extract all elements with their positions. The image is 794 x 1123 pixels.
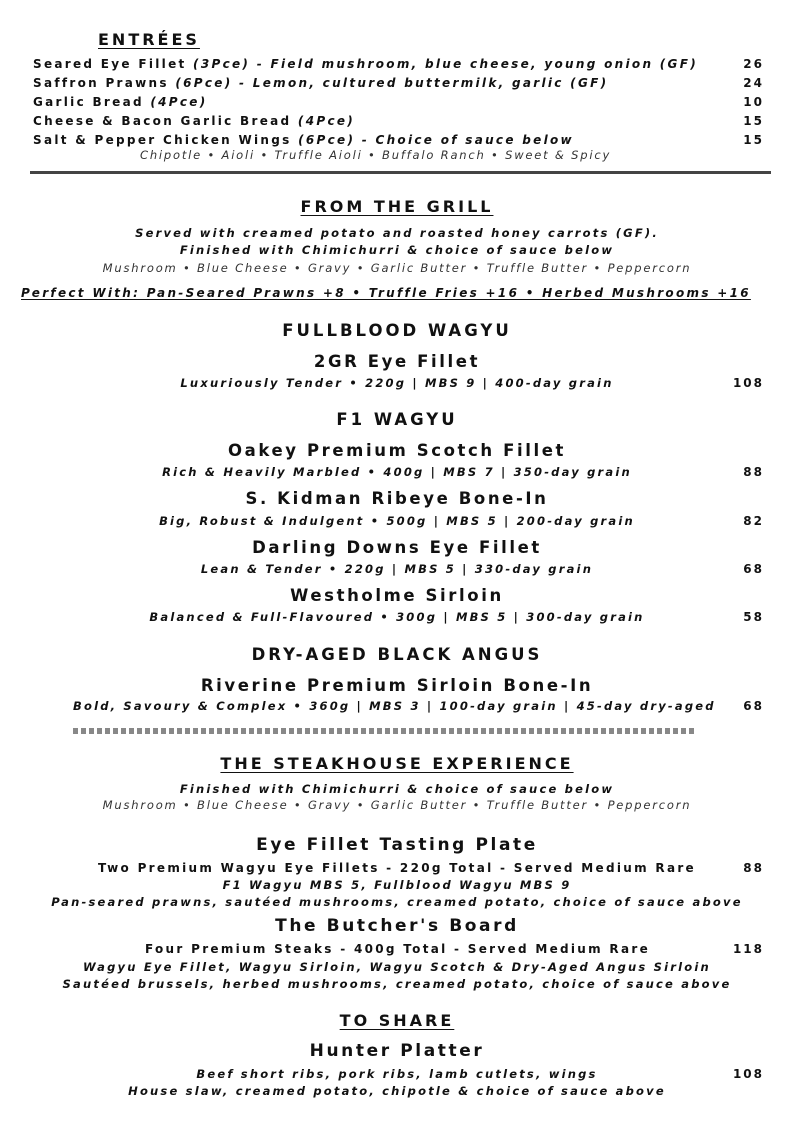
tasting-plate-line2: F1 Wagyu MBS 5, Fullblood Wagyu MBS 9 (222, 878, 572, 892)
angus-title: DRY-AGED BLACK ANGUS (251, 645, 543, 664)
section-divider (30, 171, 771, 174)
entree-item (33, 114, 355, 128)
fullblood-title: FULLBLOOD WAGYU (282, 321, 512, 340)
entree-item (33, 95, 208, 109)
entree-name: Seared Eye Fillet (33, 57, 187, 71)
entree-name: Salt & Pepper Chicken Wings (33, 133, 292, 147)
entree-count: (4Pce) (297, 114, 356, 128)
dish-name: Oakey Premium Scotch Fillet (227, 441, 566, 460)
entree-name: Saffron Prawns (33, 76, 169, 90)
entree-price: 26 (743, 57, 764, 71)
dish-price: 108 (732, 376, 764, 390)
entree-price: 10 (743, 95, 764, 109)
dotted-divider (73, 728, 697, 734)
dish-desc: Balanced & Full-Flavoured • 300g | MBS 5 | 300-day grain (149, 610, 645, 624)
experience-line1: Finished with Chimichurri & choice of sauce below (179, 782, 615, 796)
entree-count: (6Pce) (298, 133, 356, 147)
butcher-board-price: 118 (732, 942, 764, 956)
hunter-platter-price: 108 (732, 1067, 764, 1081)
dish-name: Riverine Premium Sirloin Bone-In (200, 676, 594, 695)
entrees-title: ENTRÉES (98, 30, 200, 49)
tasting-plate-price: 88 (743, 861, 764, 875)
dish-name: S. Kidman Ribeye Bone-In (245, 489, 549, 508)
dish-price: 88 (743, 465, 764, 479)
entree-price: 24 (743, 76, 764, 90)
entree-count: (3Pce) (193, 57, 251, 71)
entree-price: 15 (743, 114, 764, 128)
tasting-plate-name: Eye Fillet Tasting Plate (256, 835, 538, 855)
butcher-board-name: The Butcher's Board (275, 916, 519, 936)
entree-desc: - Choice of sauce below (355, 133, 574, 147)
entree-desc: - Lemon, cultured buttermilk, garlic (GF) (232, 76, 609, 90)
dish-price: 68 (743, 562, 764, 576)
dish-price: 58 (743, 610, 764, 624)
grill-perfect-with: Perfect With: Pan-Seared Prawns +8 • Truffle Fries +16 • Herbed Mushrooms +16 (21, 286, 751, 300)
butcher-board-line3: Sautéed brussels, herbed mushrooms, creamed potato, choice of sauce above (62, 977, 732, 991)
experience-sauces: Mushroom • Blue Cheese • Gravy • Garlic Butter • Truffle Butter • Peppercorn (102, 798, 692, 812)
dish-desc: Big, Robust & Indulgent • 500g | MBS 5 | 200-day grain (159, 514, 635, 528)
entree-item (33, 57, 698, 71)
entree-item (33, 76, 608, 90)
hunter-platter-line2: House slaw, creamed potato, chipotle & choice of sauce above (128, 1084, 666, 1098)
entree-name: Garlic Bread (33, 95, 144, 109)
dish-price: 82 (743, 514, 764, 528)
butcher-board-line1: Four Premium Steaks - 400g Total - Served Medium Rare (145, 942, 651, 956)
share-title: TO SHARE (339, 1011, 455, 1030)
entree-price: 15 (743, 133, 764, 147)
dish-desc: Bold, Savoury & Complex • 360g | MBS 3 | 100-day grain | 45-day dry-aged (73, 699, 716, 713)
entree-count: (4Pce) (150, 95, 208, 109)
entree-count: (6Pce) (175, 76, 233, 90)
grill-line2: Finished with Chimichurri & choice of sauce below (179, 243, 615, 257)
hunter-platter-name: Hunter Platter (309, 1041, 485, 1061)
dish-price: 68 (743, 699, 764, 713)
hunter-platter-line1: Beef short ribs, pork ribs, lamb cutlets, wings (196, 1067, 598, 1081)
entree-item (33, 133, 574, 147)
entree-sauces: Chipotle • Aioli • Truffle Aioli • Buffalo Ranch • Sweet & Spicy (140, 148, 612, 162)
grill-line1: Served with creamed potato and roasted honey carrots (GF). (135, 226, 659, 240)
grill-title: FROM THE GRILL (300, 197, 494, 216)
entree-name: Cheese & Bacon Garlic Bread (33, 114, 292, 128)
entree-desc: - Field mushroom, blue cheese, young onion (GF) (250, 57, 698, 71)
tasting-plate-line1: Two Premium Wagyu Eye Fillets - 220g Total - Served Medium Rare (98, 861, 696, 875)
dish-name: Darling Downs Eye Fillet (252, 538, 542, 557)
butcher-board-line2: Wagyu Eye Fillet, Wagyu Sirloin, Wagyu Scotch & Dry-Aged Angus Sirloin (83, 960, 711, 974)
f1-title: F1 WAGYU (336, 410, 458, 429)
dish-name: Westholme Sirloin (290, 586, 504, 605)
dish-name: 2GR Eye Fillet (313, 352, 481, 371)
grill-sauces: Mushroom • Blue Cheese • Gravy • Garlic Butter • Truffle Butter • Peppercorn (102, 261, 692, 275)
dish-desc: Rich & Heavily Marbled • 400g | MBS 7 | 350-day grain (162, 465, 632, 479)
dish-desc: Lean & Tender • 220g | MBS 5 | 330-day grain (200, 562, 594, 576)
experience-title: THE STEAKHOUSE EXPERIENCE (220, 754, 574, 773)
dish-desc: Luxuriously Tender • 220g | MBS 9 | 400-day grain (180, 376, 614, 390)
tasting-plate-line3: Pan-seared prawns, sautéed mushrooms, creamed potato, choice of sauce above (51, 895, 743, 909)
